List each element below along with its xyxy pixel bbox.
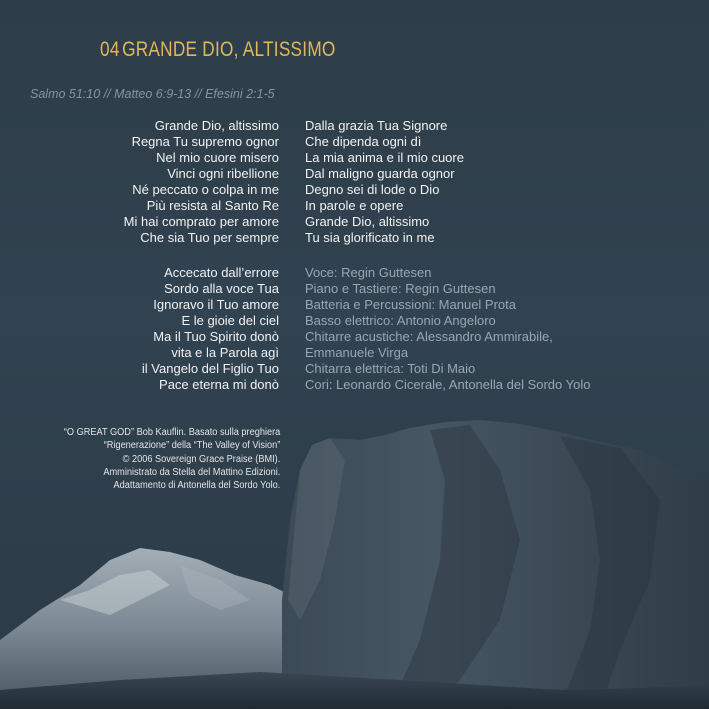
credit-line: Emmanuele Virga	[305, 345, 409, 360]
scripture-references: Salmo 51:10 // Matteo 6:9-13 // Efesini 2:1-5	[30, 87, 275, 101]
copyright-line: “Rigenerazione” della “The Valley of Vision”	[103, 440, 280, 452]
credit-line: Piano e Tastiere: Regin Guttesen	[305, 281, 496, 296]
musician-credits	[305, 265, 590, 393]
lyric-line: Ignoravo il Tuo amore	[153, 297, 279, 312]
lyrics-verse-1-right	[305, 118, 464, 246]
credit-line: Voce: Regin Guttesen	[305, 265, 432, 280]
lyrics-verse-1-left	[124, 118, 279, 246]
copyright-line: © 2006 Sovereign Grace Praise (BMI).	[122, 453, 281, 465]
track-title-text: GRANDE DIO, ALTISSIMO	[122, 38, 336, 61]
lyric-line: Mi hai comprato per amore	[123, 214, 279, 229]
lyric-line: vita e la Parola agì	[171, 345, 279, 360]
lyric-line: Grande Dio, altissimo	[305, 214, 430, 229]
copyright-line: Adattamento di Antonella del Sordo Yolo.	[113, 480, 280, 492]
track-number: 04	[100, 38, 120, 61]
lyric-line: Dalla grazia Tua Signore	[305, 118, 448, 133]
lyric-line: Vinci ogni ribellione	[167, 166, 279, 181]
lyric-line: il Vangelo del Figlio Tuo	[141, 361, 279, 376]
lyric-line: E le gioie del ciel	[181, 313, 279, 328]
lyric-line: Che sia Tuo per sempre	[140, 230, 279, 245]
lyrics-verse-2	[142, 265, 279, 393]
lyric-line: Degno sei di lode o Dio	[305, 182, 440, 197]
lyric-line: Più resista al Santo Re	[146, 198, 279, 213]
copyright-line: Amministrato da Stella del Mattino Edizioni.	[103, 466, 280, 478]
credit-line: Batteria e Percussioni: Manuel Prota	[305, 297, 516, 312]
lyric-line: Regna Tu supremo ognor	[131, 134, 279, 149]
lyric-line: Pace eterna mi donò	[159, 377, 279, 392]
lyric-line: Ma il Tuo Spirito donò	[153, 329, 279, 344]
lyric-line: La mia anima e il mio cuore	[305, 150, 464, 165]
copyright-line: “O GREAT GOD” Bob Kauflin. Basato sulla preghiera	[63, 427, 280, 438]
lyric-line: Dal maligno guarda ognor	[305, 166, 455, 181]
track-title	[100, 38, 336, 62]
lyric-line: In parole e opere	[305, 198, 404, 213]
lyric-line: Grande Dio, altissimo	[154, 118, 279, 133]
lyric-line: Né peccato o colpa in me	[132, 182, 279, 197]
credit-line: Chitarra elettrica: Toti Di Maio	[305, 361, 476, 376]
credit-line: Chitarre acustiche: Alessandro Ammirabile,	[305, 329, 553, 344]
lyric-line: Tu sia glorificato in me	[305, 230, 435, 245]
lyric-line: Accecato dall’errore	[164, 265, 279, 280]
lyric-line: Che dipenda ogni dì	[305, 134, 422, 149]
lyric-line: Nel mio cuore misero	[156, 150, 279, 165]
copyright-notice	[64, 426, 280, 492]
credit-line: Cori: Leonardo Cicerale, Antonella del Sordo Yolo	[305, 377, 591, 392]
credit-line: Basso elettrico: Antonio Angeloro	[305, 313, 496, 328]
lyric-line: Sordo alla voce Tua	[164, 281, 279, 296]
